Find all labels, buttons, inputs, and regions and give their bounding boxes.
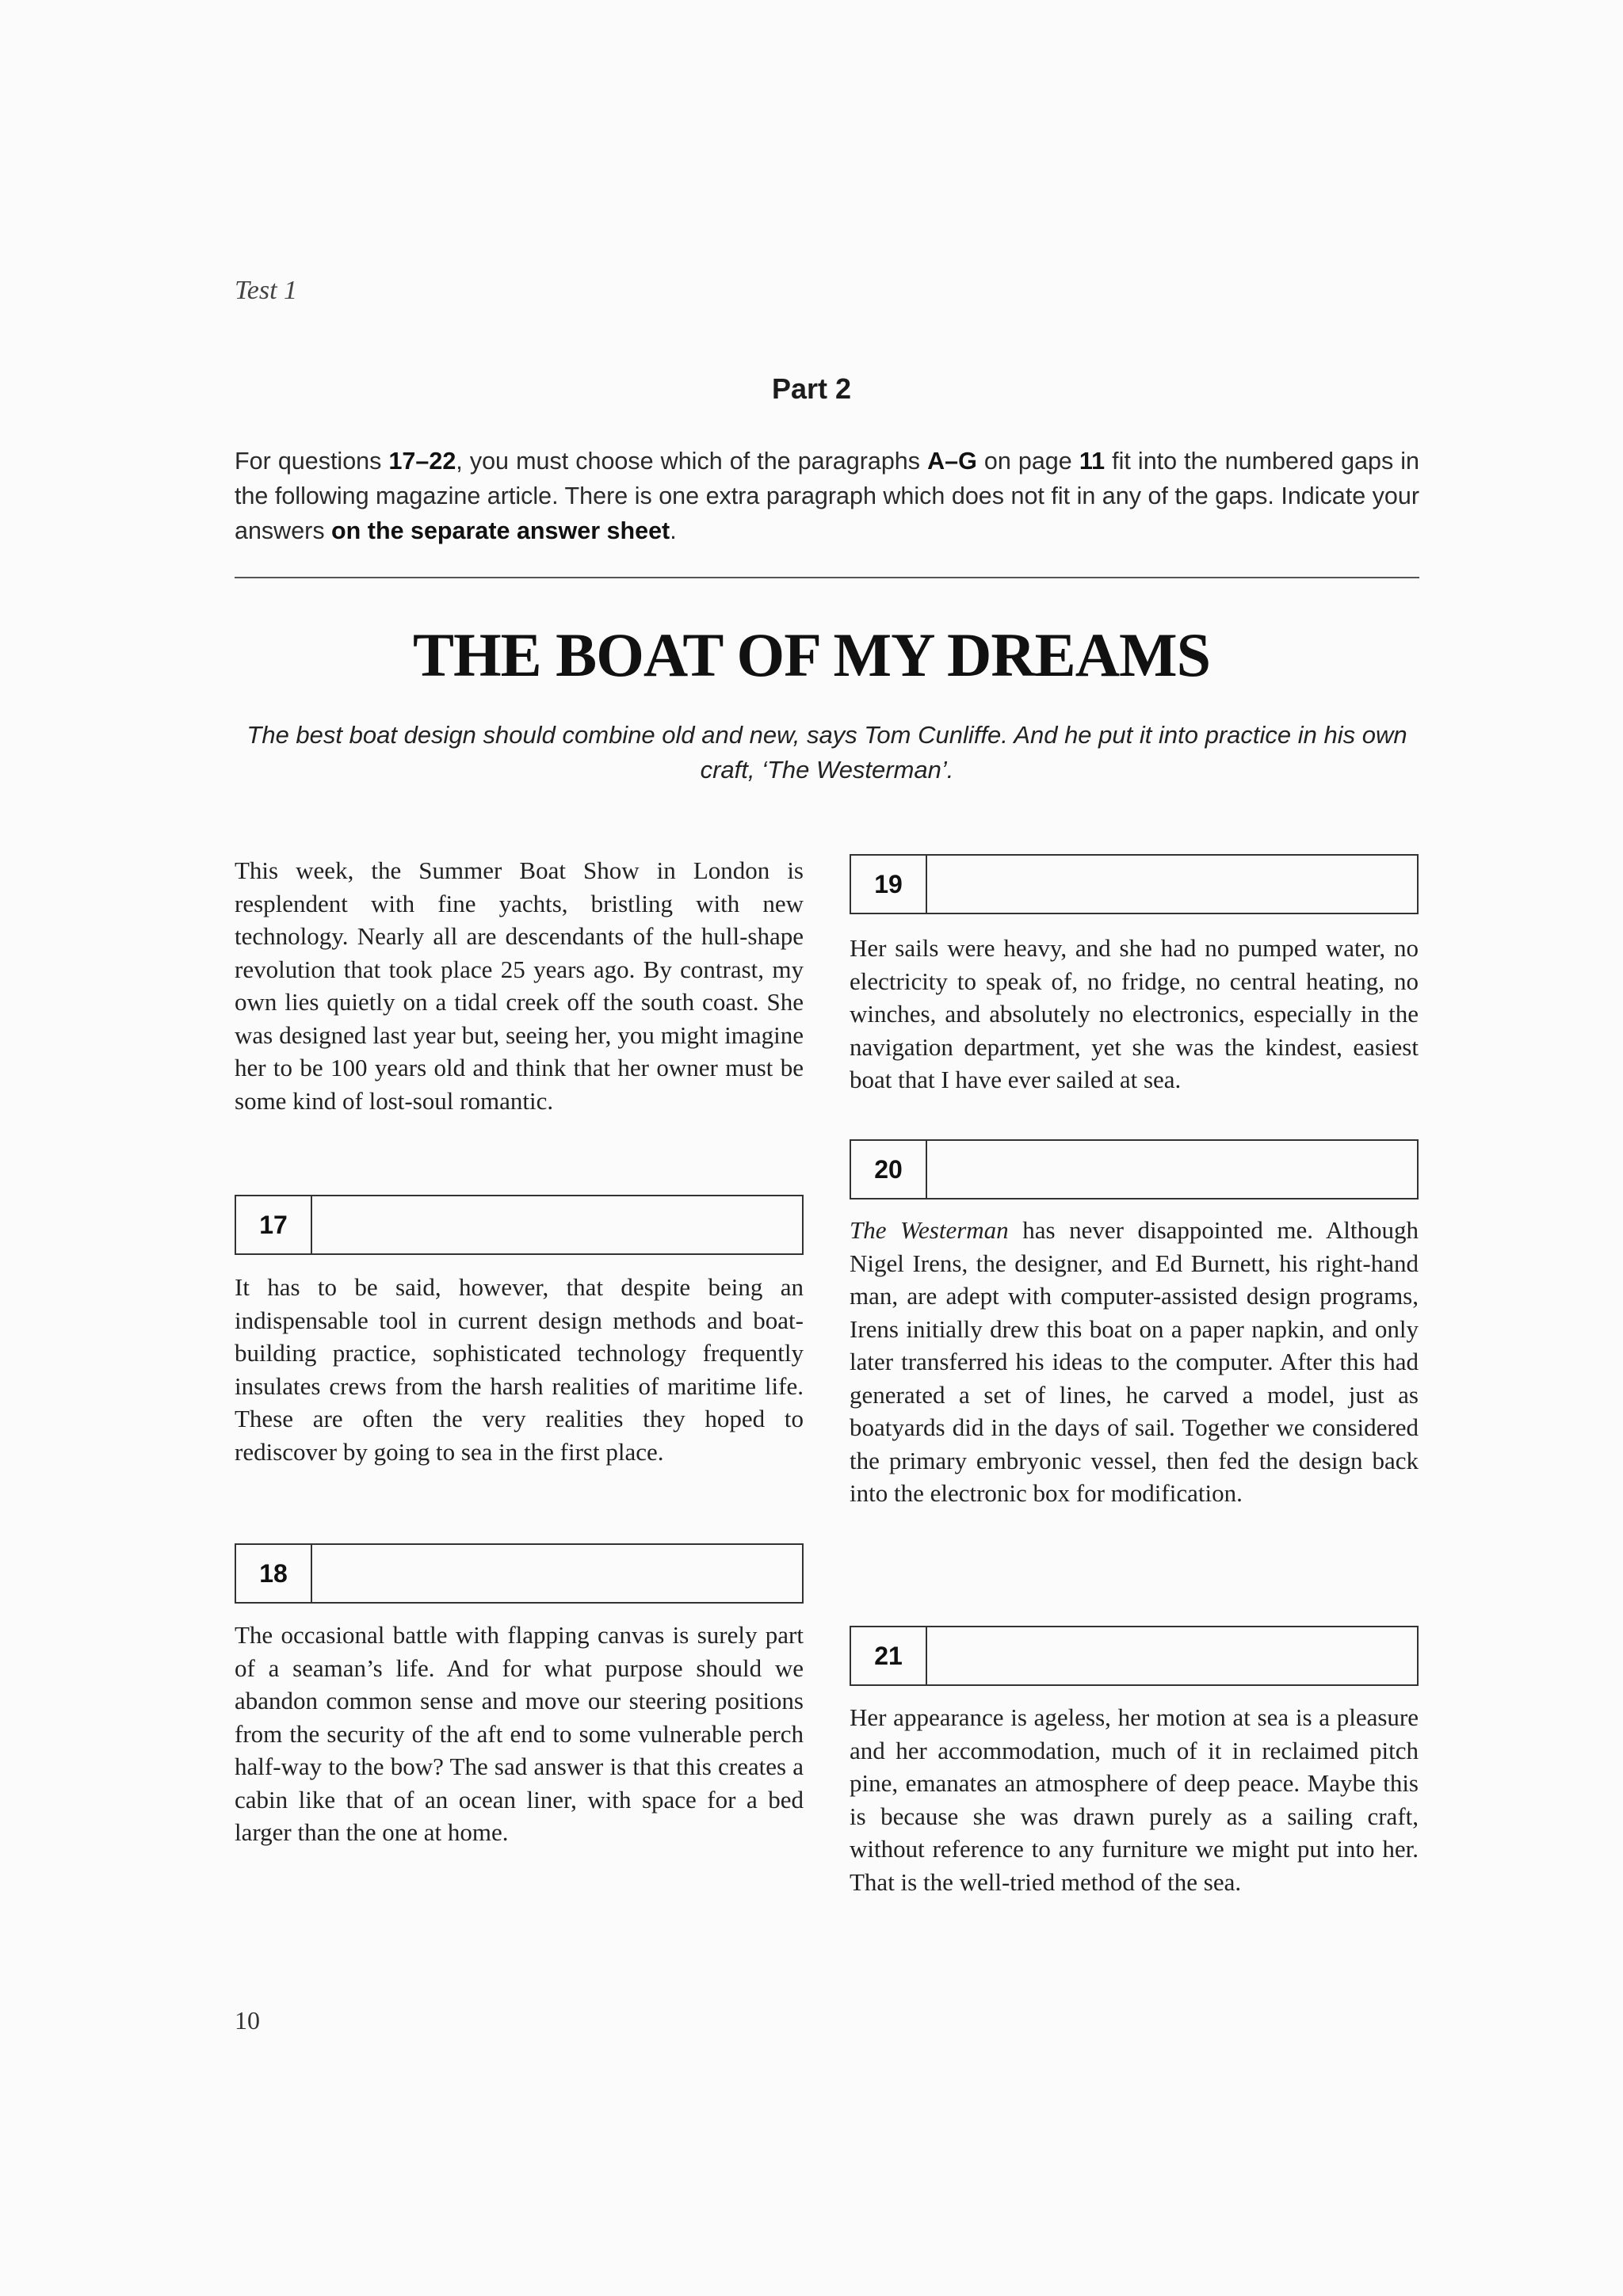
article-paragraph-3: The occasional battle with flapping canvas is surely part of a seaman’s life. And for what purpose should we abandon common sense and move our steering positions from the security of the aft end to some vulnerable perch half-way to the bow? The sad answer is that this creates a cabin like that of an ocean liner, with space for a bed larger than the one at home. xyxy=(235,1621,804,1846)
divider-rule xyxy=(235,577,1419,578)
instructions-text: on page xyxy=(976,448,1079,475)
instructions-text: For questions xyxy=(235,448,389,475)
article-paragraph-6: Her appearance is ageless, her motion at sea is a pleasure and her accommodation, much of it in reclaimed pitch pine, emanates an atmosphere of deep peace. Maybe this is because she was drawn purely as a sailing craft, without reference to any furniture we might put into her. That is the well-tried method of the sea. xyxy=(850,1703,1419,1896)
gap-number: 17 xyxy=(236,1196,312,1253)
article-paragraph-2: It has to be said, however, that despite being an indispensable tool in current design methods and boat-building practice, sophisticated technology frequently insulates crews from the harsh realities of maritime life. These are often the very realities they hoped to rediscover by going to sea in the first place. xyxy=(235,1273,804,1466)
gap-number: 21 xyxy=(851,1627,927,1684)
page-reference: 11 xyxy=(1079,448,1106,475)
instructions xyxy=(235,444,1419,548)
article-paragraph-4: Her sails were heavy, and she had no pumped water, no electricity to speak of, no fridge, no central heating, no winches, and absolutely no electronics, especially in the navigation department, yet she was the kindest, easiest boat that I have ever sailed at sea. xyxy=(850,934,1419,1093)
running-head: Test 1 xyxy=(235,276,298,305)
gap-18-box[interactable] xyxy=(235,1543,804,1604)
gap-number: 20 xyxy=(851,1141,927,1198)
gap-21-box[interactable] xyxy=(850,1626,1419,1686)
question-range: 17–22 xyxy=(388,448,456,475)
page-number: 10 xyxy=(235,2006,260,2035)
gap-17-box[interactable] xyxy=(235,1195,804,1255)
article-standfirst: The best boat design should combine old and new, says Tom Cunliffe. And he put it into practice in his own craft, ‘The Westerman’. xyxy=(246,721,1407,784)
article-headline: THE BOAT OF MY DREAMS xyxy=(412,620,1211,689)
instructions-text: , you must choose which of the paragraphs xyxy=(456,448,928,475)
paragraph-range: A–G xyxy=(927,448,977,475)
gap-20-box[interactable] xyxy=(850,1139,1419,1199)
answer-sheet-emphasis: on the separate answer sheet xyxy=(331,517,670,544)
gap-19-box[interactable] xyxy=(850,854,1419,914)
boat-name: The Westerman xyxy=(850,1216,1009,1244)
paragraph-text: has never disappointed me. Although Nigel Irens, the designer, and Ed Burnett, his right-hand man, are adept with computer-assisted design programs, Irens initially drew this boat on a paper napkin, and only later transferred his ideas to the computer. After this had generated a set of lines, he carved a model, just as boatyards did in the days of sail. Together we considered the primary embryonic vessel, then fed the design back into the electronic box for modification. xyxy=(850,1216,1419,1507)
article-paragraph-5 xyxy=(850,1214,1419,1510)
part-title: Part 2 xyxy=(771,372,852,405)
instructions-text: fit into the numbered gaps in the following magazine article. There is one extra paragraph which does not fit in any of the gaps. Indicate your answers xyxy=(235,448,1420,544)
article-paragraph-1: This week, the Summer Boat Show in London is resplendent with fine yachts, bristling with new technology. Nearly all are descendants of the hull-shape revolution that took place 25 years ago. By contrast, my own lies quietly on a tidal creek off the south coast. She was designed last year but, seeing her, you might imagine her to be 100 years old and think that her owner must be some kind of lost-soul romantic. xyxy=(235,856,804,1115)
instructions-text: . xyxy=(670,517,677,544)
gap-number: 19 xyxy=(851,856,927,913)
gap-number: 18 xyxy=(236,1545,312,1602)
